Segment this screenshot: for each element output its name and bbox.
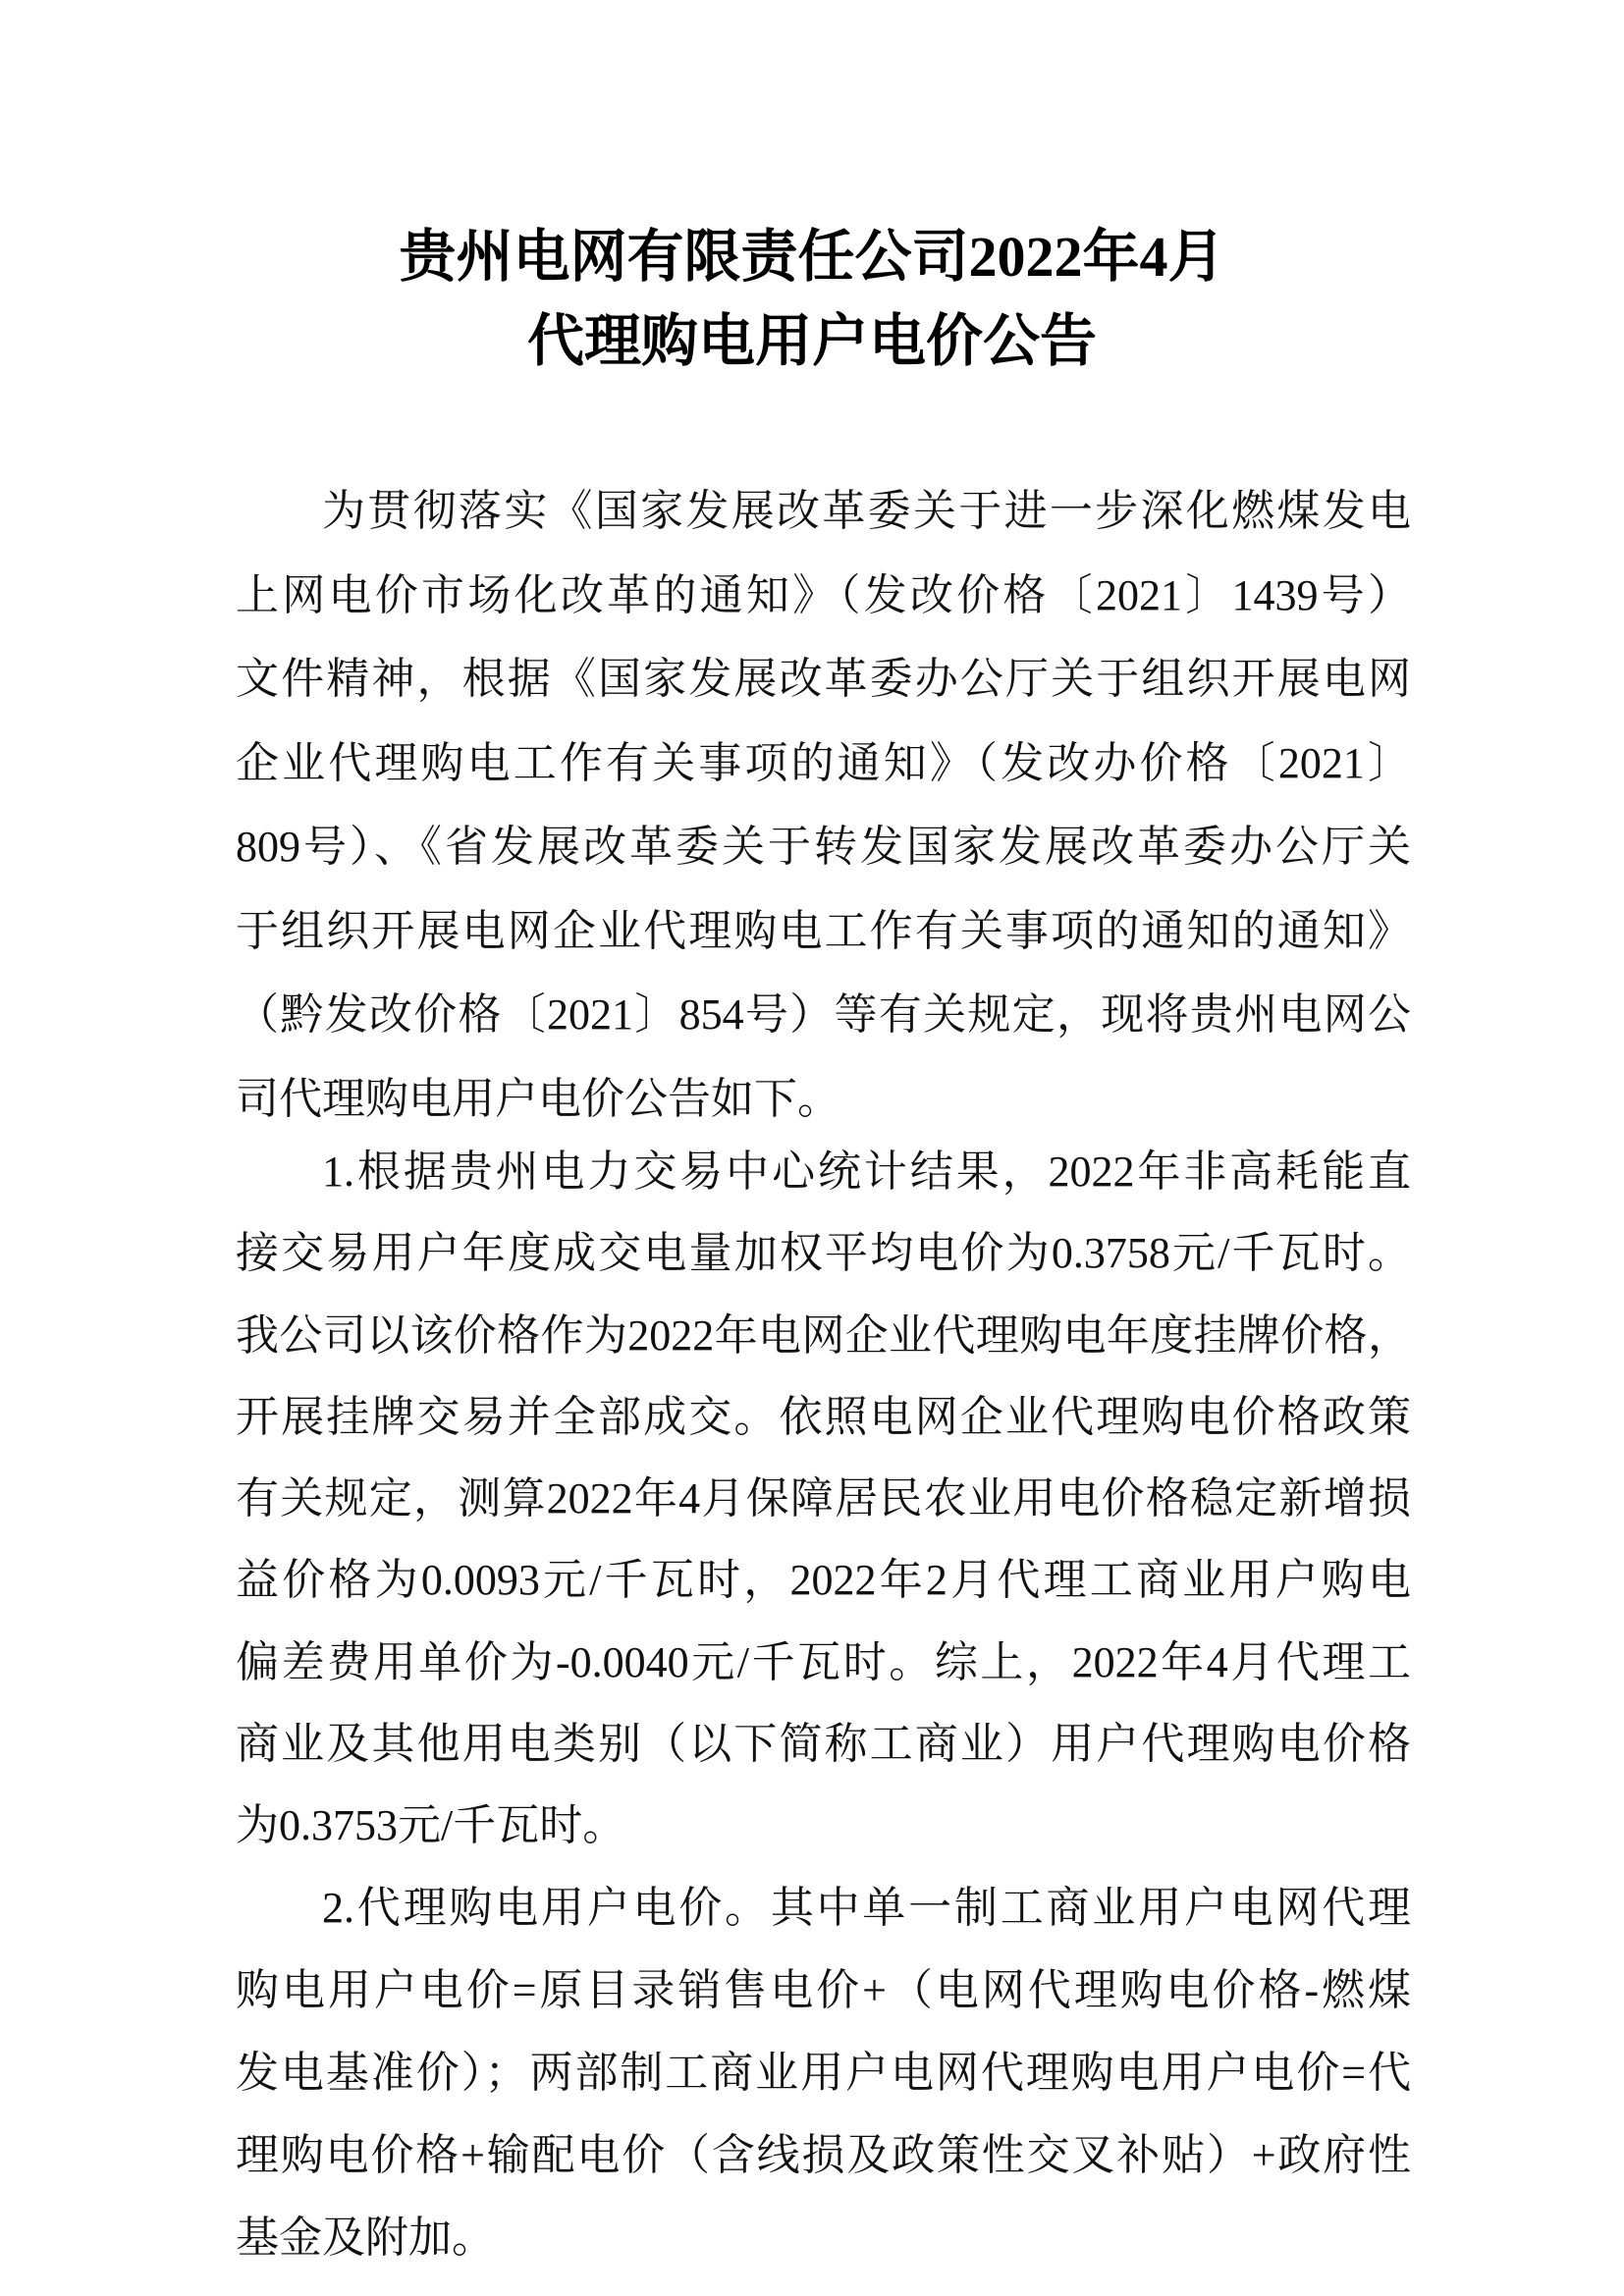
paragraph-line: 商业及其他用电类别（以下简称工商业）用户代理购电价格 xyxy=(236,1719,1411,1768)
paragraph-line: 基金及附加。 xyxy=(236,2214,495,2262)
paragraph-line: 发电基准价）；两部制工商业用户电网代理购电用户电价=代 xyxy=(236,2049,1411,2097)
title-line-1: 贵州电网有限责任公司2022年4月 xyxy=(399,225,1225,289)
paragraph-3 xyxy=(236,1867,1411,2279)
paragraph-line: 开展挂牌交易并全部成交。依照电网企业代理购电价格政策 xyxy=(236,1392,1411,1441)
paragraph-line: 理购电价格+输配电价（含线损及政策性交叉补贴）+政府性 xyxy=(236,2131,1411,2179)
paragraph-line: 为0.3753元/千瓦时。 xyxy=(236,1801,626,1849)
title-line-2: 代理购电用户电价公告 xyxy=(526,309,1097,373)
paragraph-line: 上网电价市场化改革的通知》（发改价格〔2021〕1439号） xyxy=(236,570,1411,619)
paragraph-1 xyxy=(236,469,1411,1141)
paragraph-line: 偏差费用单价为-0.0040元/千瓦时。综上，2022年4月代理工 xyxy=(236,1637,1411,1686)
paragraph-line: 809号）、《省发展改革委关于转发国家发展改革委办公厅关 xyxy=(236,823,1411,871)
paragraph-line: 2.代理购电用户电价。其中单一制工商业用户电网代理 xyxy=(322,1884,1411,1932)
paragraph-line: 于组织开展电网企业代理购电工作有关事项的通知的通知》 xyxy=(236,906,1411,955)
paragraph-line: 1.根据贵州电力交易中心统计结果，2022年非高耗能直 xyxy=(322,1148,1411,1196)
paragraph-line: 益价格为0.0093元/千瓦时，2022年2月代理工商业用户购电 xyxy=(236,1556,1411,1605)
paragraph-line: 企业代理购电工作有关事项的通知》（发改办价格〔2021〕 xyxy=(236,738,1411,787)
paragraph-line: 有关规定，测算2022年4月保障居民农业用电价格稳定新增损 xyxy=(236,1474,1411,1522)
paragraph-line: 我公司以该价格作为2022年电网企业代理购电年度挂牌价格， xyxy=(236,1310,1411,1360)
paragraph-2 xyxy=(236,1131,1411,1866)
paragraph-line: 为贯彻落实《国家发展改革委关于进一步深化燃煤发电 xyxy=(322,487,1411,535)
paragraph-line: 接交易用户年度成交电量加权平均电价为0.3758元/千瓦时。 xyxy=(236,1229,1411,1278)
paragraph-line: 司代理购电用户电价公告如下。 xyxy=(236,1074,840,1123)
paragraph-line: 文件精神，根据《国家发展改革委办公厅关于组织开展电网 xyxy=(236,655,1411,703)
paragraph-line: （黔发改价格〔2021〕854号）等有关规定，现将贵州电网公 xyxy=(236,990,1411,1039)
paragraph-line: 购电用户电价=原目录销售电价+（电网代理购电价格-燃煤 xyxy=(236,1966,1411,2014)
